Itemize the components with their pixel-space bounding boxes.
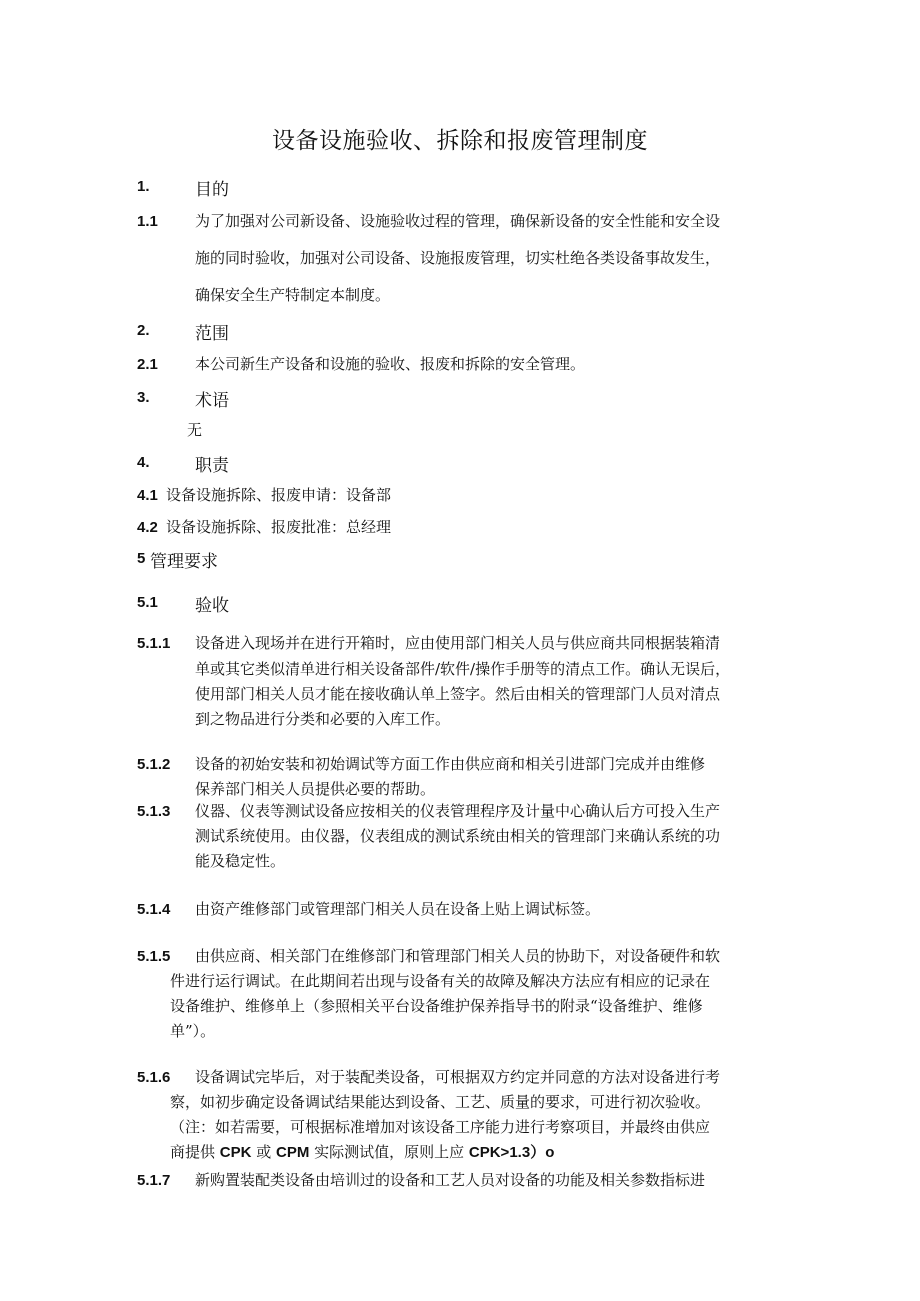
paragraph-line: 本公司新生产设备和设施的验收、报废和拆除的安全管理。 <box>195 355 586 373</box>
paragraph-line: 保养部门相关人员提供必要的帮助。 <box>195 780 436 798</box>
text-run-bold: CPK>1.3 <box>468 1144 531 1161</box>
paragraph-line: 设备设施拆除、报废批准：总经理 <box>166 518 392 536</box>
text-run-bold: ）o <box>530 1144 555 1161</box>
section-number: 5.1.7 <box>137 1172 171 1189</box>
paragraph-line: 设备调试完毕后，对于装配类设备，可根据双方约定并同意的方法对设备进行考 <box>195 1068 721 1086</box>
paragraph-line: 仪器、仪表等测试设备应按相关的仪表管理程序及计量中心确认后方可投入生产 <box>195 802 721 820</box>
paragraph-line: 确保安全生产特制定本制度。 <box>195 286 391 304</box>
paragraph-line: 由资产维修部门或管理部门相关人员在设备上贴上调试标签。 <box>195 900 601 918</box>
paragraph-line: 察，如初步确定设备调试结果能达到设备、工艺、质量的要求，可进行初次验收。 <box>170 1093 711 1111</box>
text-run: 实际测试值，原则上应 <box>309 1143 469 1161</box>
section-heading: 目的 <box>195 180 229 200</box>
paragraph-line: 能及稳定性。 <box>195 852 286 870</box>
paragraph-line: 由供应商、相关部门在维修部门和管理部门相关人员的协助下，对设备硬件和软 <box>195 947 721 965</box>
paragraph-line-mixed <box>170 1141 554 1162</box>
section-heading: 管理要求 <box>150 552 218 572</box>
text-run-bold: CPM <box>276 1144 310 1161</box>
section-number: 5.1.6 <box>137 1069 171 1086</box>
section-number: 5.1.3 <box>137 803 171 820</box>
paragraph-line: （注：如若需要，可根据标准增加对该设备工序能力进行考察项目，并最终由供应 <box>170 1118 711 1136</box>
section-number: 4. <box>137 454 150 471</box>
section-number: 3. <box>137 389 150 406</box>
section-number: 4.1 <box>137 487 158 504</box>
paragraph-line: 施的同时验收，加强对公司设备、设施报废管理，切实杜绝各类设备事故发生， <box>195 249 721 267</box>
section-heading: 职责 <box>195 456 229 476</box>
paragraph-line: 为了加强对公司新设备、设施验收过程的管理，确保新设备的安全性能和安全设 <box>195 212 721 230</box>
section-number: 5.1.2 <box>137 756 171 773</box>
paragraph-line: 新购置装配类设备由培训过的设备和工艺人员对设备的功能及相关参数指标进 <box>195 1171 706 1189</box>
text-run: 或 <box>251 1143 276 1161</box>
section-number: 1. <box>137 178 150 195</box>
section-heading: 范围 <box>195 324 229 344</box>
text-run: 商提供 <box>170 1143 220 1161</box>
text-run-bold: CPK <box>219 1144 252 1161</box>
section-heading: 验收 <box>195 596 229 616</box>
paragraph-line: 单”）。 <box>170 1022 216 1040</box>
paragraph-line: 测试系统使用。由仪器，仪表组成的测试系统由相关的管理部门来确认系统的功 <box>195 827 721 845</box>
paragraph-line: 无 <box>187 421 203 439</box>
paragraph-line: 到之物品进行分类和必要的入库工作。 <box>195 710 451 728</box>
section-number: 4.2 <box>137 519 158 536</box>
paragraph-line: 设备维护、维修单上（参照相关平台设备维护保养指导书的附录“设备维护、维修 <box>170 997 703 1015</box>
paragraph-line: 使用部门相关人员才能在接收确认单上签字。然后由相关的管理部门人员对清点 <box>195 685 721 703</box>
paragraph-line: 设备设施拆除、报废申请：设备部 <box>166 486 392 504</box>
section-number: 2.1 <box>137 356 158 373</box>
section-number: 5.1.1 <box>137 635 171 652</box>
section-number: 2. <box>137 322 150 339</box>
paragraph-line: 件进行运行调试。在此期间若出现与设备有关的故障及解决方法应有相应的记录在 <box>170 972 711 990</box>
section-heading: 术语 <box>195 391 229 411</box>
paragraph-line: 设备的初始安装和初始调试等方面工作由供应商和相关引进部门完成并由维修 <box>195 755 706 773</box>
page-title: 设备设施验收、拆除和报废管理制度 <box>272 128 648 154</box>
paragraph-line: 单或其它类似清单进行相关设备部件/软件/操作手册等的清点工作。确认无误后， <box>195 660 731 678</box>
section-number: 5.1.5 <box>137 948 171 965</box>
section-number: 5 <box>137 550 146 567</box>
paragraph-line: 设备进入现场并在进行开箱时，应由使用部门相关人员与供应商共同根据装箱清 <box>195 634 721 652</box>
section-number: 1.1 <box>137 213 158 230</box>
section-number: 5.1.4 <box>137 901 171 918</box>
section-number: 5.1 <box>137 594 158 611</box>
